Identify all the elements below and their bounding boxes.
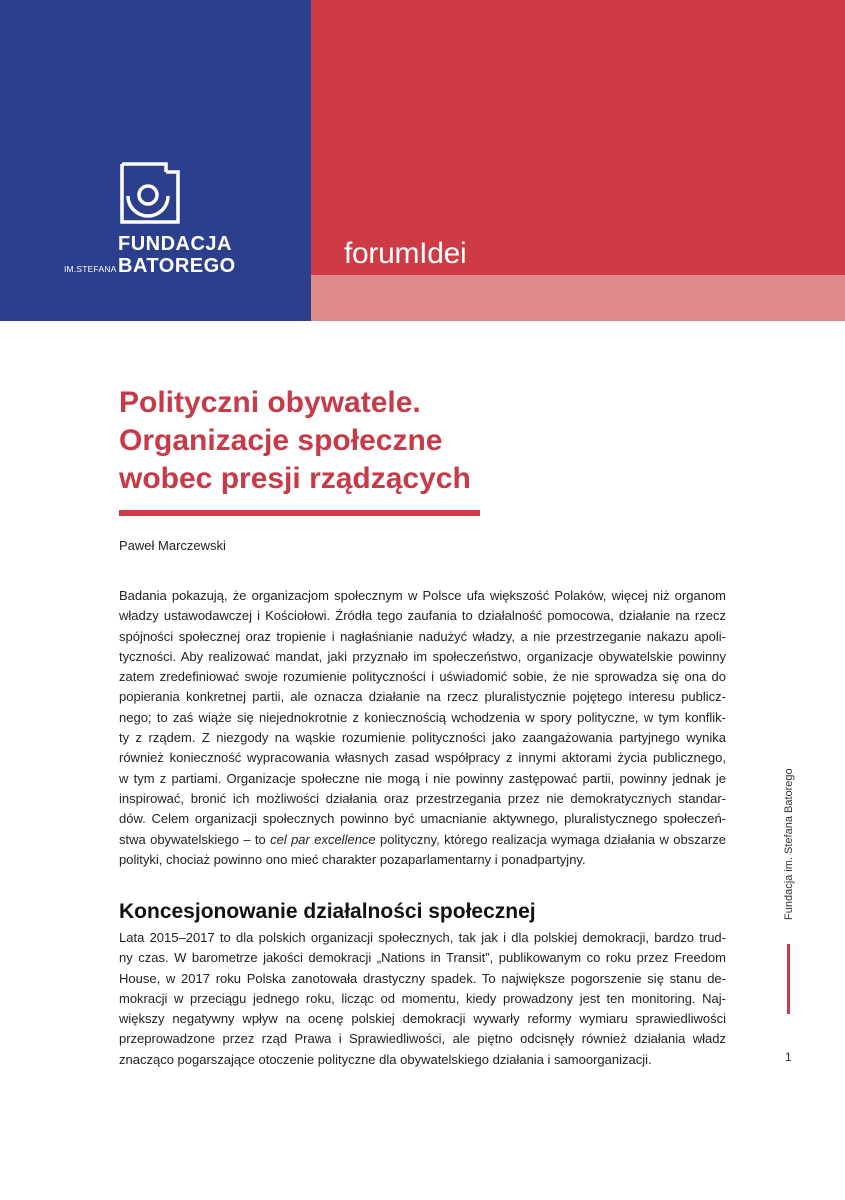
text-line: władzy ustawodawczej i Kościołowi. Źródła tego zaufania to działalność pomocowa, działanie na rzecz (119, 608, 726, 624)
logo-word-batorego: BATOREGO (118, 255, 236, 277)
text-line: Lata 2015–2017 to dla polskich organizacji społecznych, tak jak i dla polskiej demokracji, bardzo trud- (119, 930, 726, 945)
text-line: Badania pokazują, że organizacjom społecznym w Polsce ufa większość Polaków, więcej niż organom (119, 588, 726, 603)
text-line: polityki, chociaż powinno ono mieć charakter pozaparlamentarny i ponadpartyjny. (119, 851, 586, 867)
page-number: 1 (785, 1050, 792, 1064)
text-line: przeprowadzone przez rząd Prawa i Sprawiedliwości, ale piętno odcisnęły również działania władz (119, 1031, 726, 1047)
text-segment: stwa obywatelskiego – to (119, 831, 271, 847)
title-underline (119, 510, 480, 516)
logo-word-fundacja: FUNDACJA (118, 233, 232, 255)
italic-phrase: cel par excellence (270, 831, 376, 847)
header-red-band (311, 0, 845, 275)
title-line: Organizacje społeczne (119, 424, 443, 457)
logo-subtitle: IM.STEFANA (64, 264, 117, 274)
text-line: w tym z partiami. Organizacje społeczne nie mogą i nie powinny zastępować partii, powinny jednak je (119, 770, 726, 786)
text-line: znacząco pogarszające otoczenie polityczne dla obywatelskiego działania i samoorganizacji. (119, 1051, 652, 1067)
document-title (119, 384, 679, 498)
section-heading: Koncesjonowanie działalności społecznej (119, 900, 536, 923)
text-line: tyczności. Aby realizować mandat, jaki przyznało im społeczeństwo, organizacje obywatelskie powinny (119, 648, 726, 664)
series-name: forumIdei (344, 237, 467, 270)
text-line: większy negatywny wpływ na ocenę polskiej demokracji wywarły reformy wymiaru sprawiedliwości (119, 1011, 726, 1027)
text-line: popierania konkretnej partii, ale oznacza działanie na rzecz pluralistycznie pojętego interesu publicz- (119, 689, 726, 705)
text-line: ny czas. W barometrze jakości demokracji „Nations in Transit”, publikowanym co roku przez Freedom (119, 950, 726, 966)
title-line: wobec presji rządzących (119, 462, 471, 495)
text-line: inspirować, bronić ich możliwości działania oraz przestrzegania przez nie demokratycznych standar- (119, 790, 726, 806)
text-line: nego; to zaś wiąże się niejednokrotnie z koniecznością wchodzenia w spory polityczne, w tym konflik- (119, 709, 726, 725)
text-line: zatem zredefiniować swoje rozumienie polityczności i uświadomić sobie, że nie sprowadza się ona do (119, 669, 726, 685)
text-line (119, 830, 726, 850)
header-pink-band (311, 275, 845, 321)
intro-paragraph (119, 586, 726, 870)
side-margin-rule (787, 944, 790, 1014)
section-paragraph (119, 928, 726, 1070)
text-segment: polityczny, którego realizacja wymaga działania w obszarze (375, 831, 726, 847)
text-line: spójności społecznej oraz tropienie i nagłaśnianie nadużyć władzy, a nie przestrzeganie nakazu apoli- (119, 628, 726, 644)
foundation-logo-icon (118, 160, 182, 226)
text-line: dów. Celem organizacji społecznych powinno być umacnianie aktywnego, pluralistycznego społeczeń- (119, 811, 726, 827)
text-line: House, w 2017 roku Polska zanotowała drastyczny spadek. To największe pogorszenie się stanu de- (119, 970, 726, 986)
author-name: Paweł Marczewski (119, 538, 226, 553)
side-margin-label: Fundacja im. Stefana Batorego (783, 768, 795, 920)
text-line: ty z rządem. Z niezgody na wąskie rozumienie polityczności jako zaangażowania partyjnego wynika (119, 730, 726, 746)
text-line: mokracji w przeciągu jednego roku, licząc od momentu, kiedy prowadzony jest ten monitoring. Naj- (119, 990, 726, 1006)
title-line: Polityczni obywatele. (119, 386, 421, 419)
text-line: również konieczność wypracowania własnych zasad współpracy z innymi aktorami życia publicznego, (119, 750, 726, 766)
